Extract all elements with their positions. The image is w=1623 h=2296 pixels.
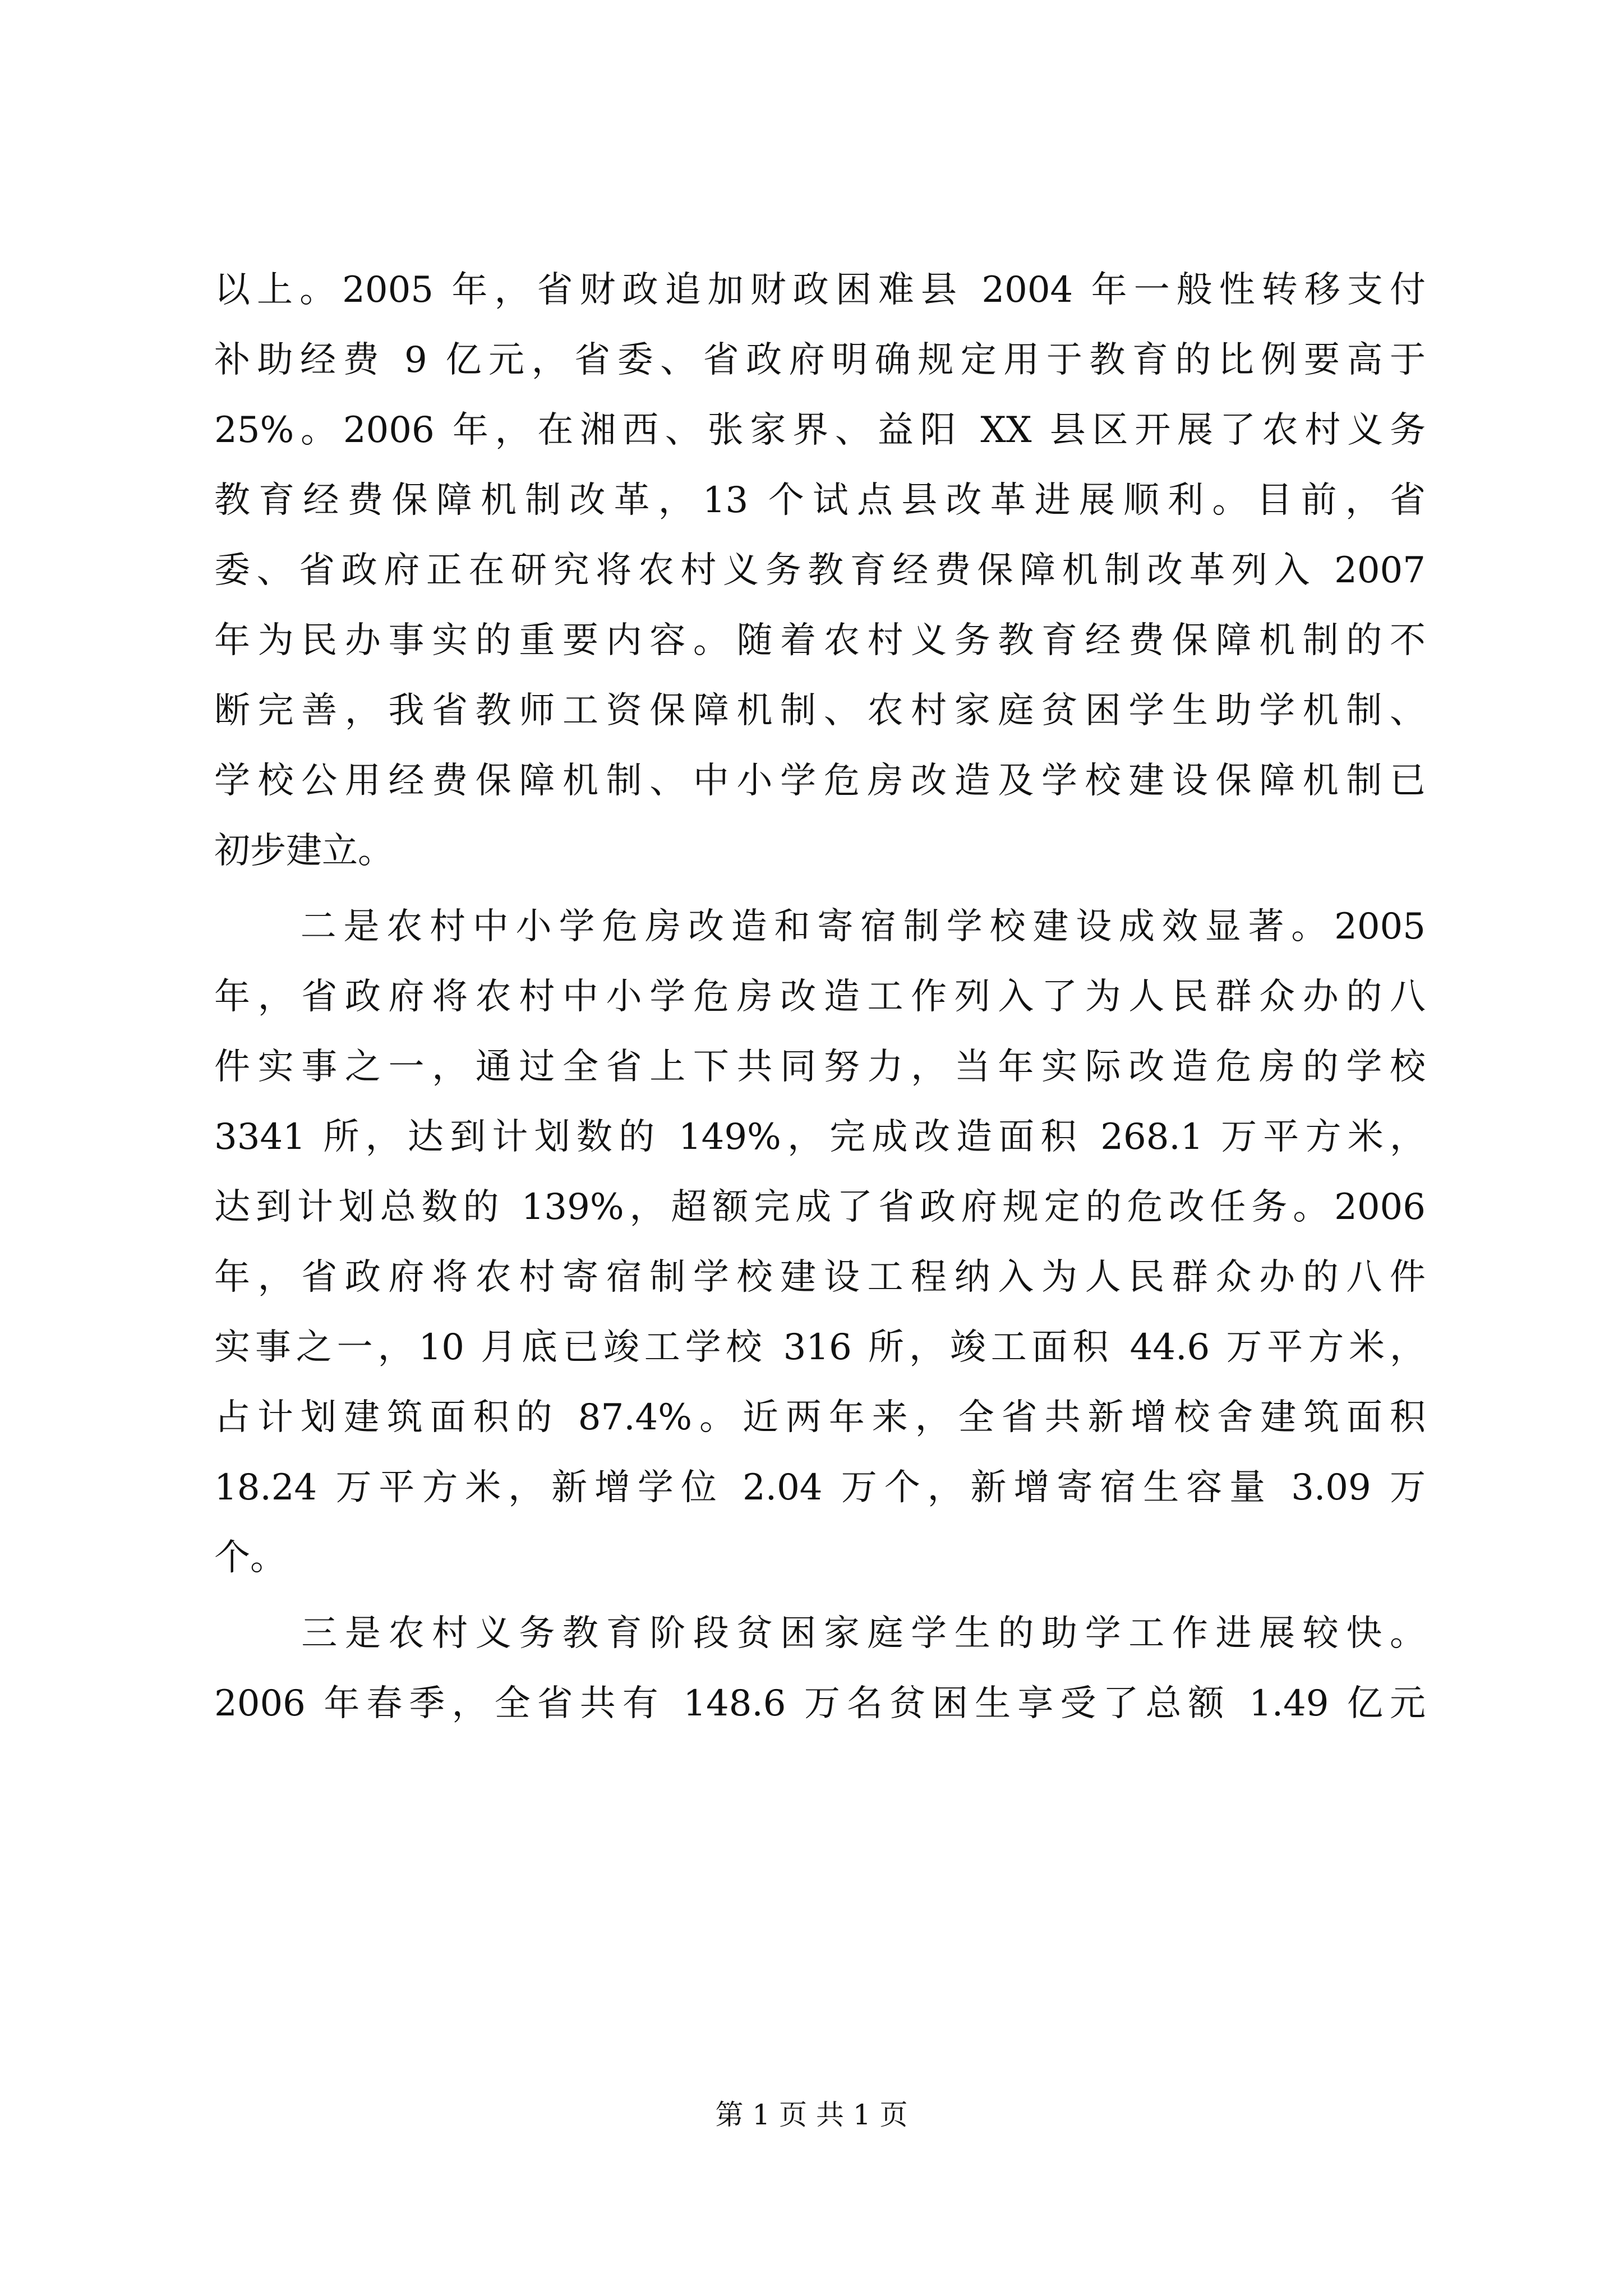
text-line: 18.24 万平方米，新增学位 2.04 万个，新增寄宿生容量 3.09 万 bbox=[214, 1467, 1426, 1508]
text-line: 年，省政府将农村寄宿制学校建设工程纳入为人民群众办的八件 bbox=[214, 1257, 1426, 1298]
text-line: 占计划建筑面积的 87.4%。近两年来，全省共新增校舍建筑面积 bbox=[214, 1397, 1426, 1438]
text-line: 教育经费保障机制改革，13 个试点县改革进展顺利。目前，省 bbox=[214, 480, 1426, 521]
text-line: 2006 年春季，全省共有 148.6 万名贫困生享受了总额 1.49 亿元 bbox=[214, 1683, 1426, 1724]
text-line: 个。 bbox=[214, 1537, 286, 1579]
text-line: 委、省政府正在研究将农村义务教育经费保障机制改革列入 2007 bbox=[214, 550, 1426, 591]
paragraph-gap bbox=[214, 1593, 1426, 1599]
document-body bbox=[214, 255, 1426, 1739]
text-line: 年，省政府将农村中小学危房改造工作列入了为人民群众办的八 bbox=[214, 976, 1426, 1018]
text-line: 二是农村中小学危房改造和寄宿制学校建设成效显著。2005 bbox=[214, 906, 1426, 947]
text-line: 25%。2006 年，在湘西、张家界、益阳 XX 县区开展了农村义务 bbox=[214, 409, 1426, 451]
text-line: 学校公用经费保障机制、中小学危房改造及学校建设保障机制已 bbox=[214, 760, 1426, 802]
page-footer: 第 1 页 共 1 页 bbox=[715, 2099, 908, 2131]
text-line: 实事之一，10 月底已竣工学校 316 所，竣工面积 44.6 万平方米， bbox=[214, 1327, 1426, 1368]
text-line: 达到计划总数的 139%，超额完成了省政府规定的危改任务。2006 bbox=[214, 1186, 1426, 1228]
paragraph-gap bbox=[214, 886, 1426, 892]
text-line: 三是农村义务教育阶段贫困家庭学生的助学工作进展较快。 bbox=[214, 1613, 1426, 1654]
text-line: 件实事之一，通过全省上下共同努力，当年实际改造危房的学校 bbox=[214, 1046, 1426, 1088]
text-line: 年为民办事实的重要内容。随着农村义务教育经费保障机制的不 bbox=[214, 620, 1426, 661]
text-line: 补助经费 9 亿元，省委、省政府明确规定用于教育的比例要高于 bbox=[214, 339, 1426, 381]
text-line: 以上。2005 年，省财政追加财政困难县 2004 年一般性转移支付 bbox=[214, 269, 1426, 311]
text-line: 3341 所，达到计划数的 149%，完成改造面积 268.1 万平方米， bbox=[214, 1116, 1426, 1158]
paragraph-3 bbox=[214, 1599, 1426, 1739]
text-line: 初步建立。 bbox=[214, 830, 394, 872]
text-line: 断完善，我省教师工资保障机制、农村家庭贫困学生助学机制、 bbox=[214, 690, 1426, 731]
paragraph-2 bbox=[214, 892, 1426, 1593]
paragraph-1 bbox=[214, 255, 1426, 886]
